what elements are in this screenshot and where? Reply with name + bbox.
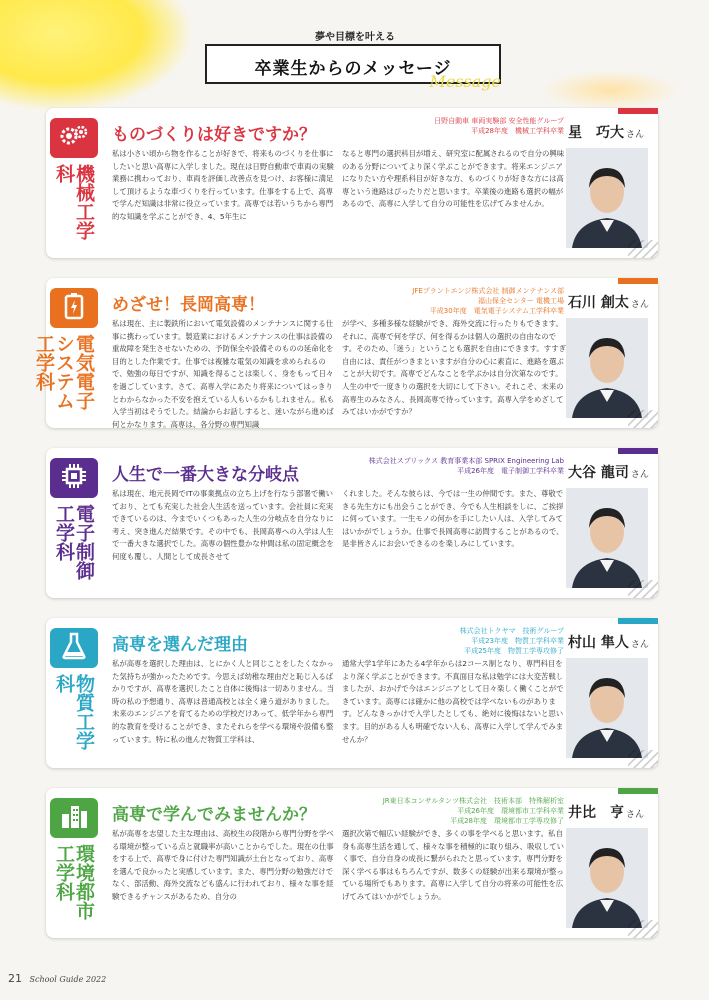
affiliation-line: JFEプラントエンジ株式会社 制御メンテナンス部 bbox=[412, 287, 564, 295]
affiliation-line: 日野自動車 車両実験部 安全性能グループ bbox=[434, 117, 564, 125]
page-number: 21 bbox=[8, 972, 22, 985]
affiliation-line: 福山保全センター 電機工場 bbox=[478, 297, 564, 305]
alumni-name bbox=[568, 122, 654, 142]
department-sidebar bbox=[46, 788, 102, 938]
message-text-column-1: 私は現在、主に製鉄所において電気設備のメンテナンスに関する仕事に携わっています。製造業におけるメンテナンスの仕事は設備の重故障を発生させないための、予防保全や設備そのものの延命化を目的とした作業です。仕事では複雑な電気の知識を求められるので、勉強の毎日ですが、知識を得ることは楽しく、身をもって日々を過ごしています。さて、高専入学にあたり将来についてはっきりとわからなかった不安を抱えている人もいるかもしれません。私も入学当初はそうでした。結論からお話しすると、迷いながら進めば何とかなります。高専は、各分野の専門知識 bbox=[112, 319, 335, 429]
department-icon-box bbox=[50, 628, 98, 668]
name-text: 石川 創太 bbox=[568, 295, 629, 311]
color-stripe bbox=[618, 278, 658, 284]
honorific: さん bbox=[626, 810, 645, 820]
affiliation-line: 平成28年度 環境都市工学専攻修了 bbox=[450, 817, 564, 825]
color-stripe bbox=[618, 618, 658, 624]
section-header bbox=[205, 28, 505, 90]
affiliation-line: 平成26年度 環境都市工学科卒業 bbox=[457, 807, 564, 815]
message-text-column-1: 私が高専を選択した理由は、とにかく人と同じことをしたくなかった気持ちが強かったためです。今思えば幼稚な理由だと恥じ入るばかりですが、高専を選択したこと自体に後悔は一切ありません。当時の私の予想通り、高専は普通高校とは全く違う道がありました。未来のエンジニアを育てるための学校だけあって、低学年から専門的な教育を受けることができ、またそれらを学べる環境や設備も整っています。特に私の進んだ物質工学科は、 bbox=[112, 659, 335, 744]
department-name: 物質工学科 bbox=[53, 674, 95, 750]
affiliation bbox=[364, 626, 564, 656]
affiliation bbox=[364, 286, 564, 316]
department-sidebar bbox=[46, 448, 102, 598]
department-name: 電子制御工学科 bbox=[53, 504, 95, 580]
chip-icon bbox=[60, 462, 88, 495]
alumni-card bbox=[46, 448, 658, 598]
affiliation-line: JR東日本コンサルタンツ株式会社 技術本部 特殊解析室 bbox=[382, 797, 564, 805]
alumni-name bbox=[568, 802, 654, 822]
affiliation-line: 株式会社トクヤマ 技術グループ bbox=[459, 627, 564, 635]
honorific: さん bbox=[630, 470, 649, 480]
affiliation-line: 平成23年度 物質工学科卒業 bbox=[471, 637, 564, 645]
color-stripe bbox=[618, 788, 658, 794]
affiliation-line: 平成28年度 機械工学科卒業 bbox=[471, 127, 564, 135]
message-text-column-2: 通常大学1学年にあたる4学年からは2コース制となり、専門科目をより深く学ぶことができます。不真面目な私は勉学には大変苦戦しましたが、おかげで今はエンジニアとして日々楽しく働くことができています。高専には確かに他の高校では学べないものがあります。どんなきっかけで入学したとしても、絶対に後悔はないと思います。目的がある人も明確でない人も、高専に入学して学んでみませんか？ bbox=[342, 659, 564, 744]
affiliation bbox=[364, 116, 564, 136]
name-text: 星 巧大 bbox=[568, 125, 624, 141]
department-icon-box bbox=[50, 798, 98, 838]
guide-title: School Guide 2022 bbox=[29, 975, 107, 984]
alumni-card bbox=[46, 108, 658, 258]
alumni-photo bbox=[566, 148, 648, 248]
affiliation-line: 平成25年度 物質工学専攻修了 bbox=[464, 647, 564, 655]
decorative-stripes bbox=[628, 410, 658, 428]
gears-icon bbox=[59, 123, 89, 154]
yellow-paint-splash bbox=[0, 0, 190, 110]
affiliation bbox=[364, 456, 564, 476]
message-text-column-2: が学べ、多種多様な経験ができ、海外交流に行ったりもできます。それに、高専で何を学び、何を得るかは個人の選択の自由なのです。そのため、「迷う」ということも選択を自由にできます。すすぎ自由には、責任がつきまといますが自分の心に素直に、進路を選ぶことが大切です。高専でどんなことを学ぶかは自分次第なのです。人生の中で一度きりの選択を大切にして下さい。それこそ、未来の高専生のみなさん、長岡高専で待っています。高専入学をめざしてみてはいかがですか？ bbox=[342, 319, 567, 417]
message-text-column-1: 私は小さい頃から物を作ることが好きで、将来ものづくりを仕事にしたいと思い高専に入学しました。現在は日野自動車で車両の実験業務に携わっており、車両を評価し改善点を見つけ、お客様に満足して頂けるような車づくりを行っています。仕事をする上で、高専で学んだ知識は非常に役立っています。高専では若いうちから専門的な知識を学ぶことができ、4、5年生に bbox=[112, 149, 334, 221]
alumni-photo bbox=[566, 658, 648, 758]
affiliation-line: 平成30年度 電気電子システム工学科卒業 bbox=[429, 307, 564, 315]
message-text-column-2: くれました。そんな彼らは、今では一生の仲間です。また、尊敬できる先生方にも出会うことができ、今でも人生相談をしに、ご挨拶に伺っています。一生モノの何かを手にしたい人は、入学してみてはいかがでしょうか。仕事で長岡高専に訪問することがあるので、是非皆さんにお会いできるのを楽しみにしています。 bbox=[342, 489, 564, 549]
message-text-column-2: 選択次第で幅広い経験ができ、多くの事を学べると思います。私自身も高専生活を通して、様々な事を積極的に取り組み、吸収していく事で、自分自身の成長に繋がられたと思っています。専門分野を深く学べる事はもちろんですが、数多くの経験が出来る環境が整っている場所でもあります。高専に入学して自分の将来の可能性を広げてみてはいかがでしょうか。 bbox=[342, 829, 565, 901]
paint-accent bbox=[540, 70, 680, 110]
message-text-column-1: 私が高専を志望した主な理由は、高校生の段階から専門分野を学べる環境が整っている点と就職率が高いことからでした。現在の仕事をする上で、高専で身に付けた専門知識が土台となっており、高専を選んで良かったと実感しています。また、専門分野の勉強だけでなく、部活動、海外交流なども盛んに行われており、様々な事を経験できるチャンスがあるため、自分の bbox=[112, 829, 334, 901]
department-name: 環境都市工学科 bbox=[53, 844, 95, 920]
buildings-icon bbox=[59, 802, 89, 835]
message-text-column-1: 私は現在、地元長岡でITの事業拠点の立ち上げを行なう部署で働いており、とても充実した社会人生活を送っています。会社員に充実できているのは、今までいくつもあった人生の分岐点を自分なりに考え、突き進んだ結果です。その中でも、長岡高専への入学は人生で一番大きな選択でした。高専の個性豊かな仲間は私の固定概念を何度も覆し、人間として成長させて bbox=[112, 489, 334, 561]
department-sidebar bbox=[33, 278, 102, 428]
name-text: 大谷 龍司 bbox=[568, 465, 629, 481]
alumni-name bbox=[568, 462, 654, 482]
alumni-photo bbox=[566, 488, 648, 588]
color-stripe bbox=[618, 448, 658, 454]
department-icon-box bbox=[50, 118, 98, 158]
page-title: 卒業生からのメッセージ bbox=[254, 59, 452, 79]
flask-icon bbox=[61, 632, 87, 665]
header-kicker: 夢や目標を叶える bbox=[315, 32, 395, 43]
department-name: 電気電子システム工学科 bbox=[33, 334, 95, 410]
message-heading: めざせ！長岡高専！ bbox=[112, 295, 265, 315]
message-heading: 高専で学んでみませんか？ bbox=[112, 805, 316, 825]
message-heading: 高専を選んだ理由 bbox=[112, 635, 248, 655]
alumni-card bbox=[46, 788, 658, 938]
alumni-photo bbox=[566, 828, 648, 928]
alumni-photo bbox=[566, 318, 648, 418]
alumni-card bbox=[33, 278, 658, 429]
message-heading: 人生で一番大きな分岐点 bbox=[112, 465, 299, 485]
affiliation bbox=[364, 796, 564, 826]
message-heading: ものづくりは好きですか？ bbox=[112, 125, 316, 145]
affiliation-line: 株式会社スプリックス 教育事業本部 SPRIX Engineering Lab bbox=[368, 457, 564, 465]
name-text: 井比 亨 bbox=[568, 805, 624, 821]
decorative-stripes bbox=[628, 750, 658, 768]
decorative-stripes bbox=[628, 580, 658, 598]
name-text: 村山 隼人 bbox=[568, 635, 629, 651]
battery-icon bbox=[63, 292, 85, 325]
affiliation-line: 平成26年度 電子制御工学科卒業 bbox=[457, 467, 564, 475]
decorative-stripes bbox=[628, 240, 658, 258]
department-icon-box bbox=[50, 458, 98, 498]
department-sidebar bbox=[46, 618, 102, 768]
color-stripe bbox=[618, 108, 658, 114]
page-footer bbox=[8, 972, 106, 985]
department-icon-box bbox=[50, 288, 98, 328]
alumni-card bbox=[46, 618, 658, 768]
alumni-name bbox=[568, 292, 654, 312]
department-sidebar bbox=[46, 108, 102, 258]
alumni-name bbox=[568, 632, 654, 652]
department-name: 機械工学科 bbox=[53, 164, 95, 240]
decorative-stripes bbox=[628, 920, 658, 938]
honorific: さん bbox=[630, 640, 649, 650]
header-script-text: Message bbox=[429, 72, 501, 91]
honorific: さん bbox=[626, 130, 645, 140]
honorific: さん bbox=[630, 300, 649, 310]
message-text-column-2: なると専門の選択科目が増え、研究室に配属されるので自分の興味のある分野についてより深く学ぶことができます。将来エンジニアになりたい方や理系科目が好きな方、ものづくりが好きな方には高専という進路はぴったりだと思います。卒業後の進路も選択の幅があるので、高専に入学して自分の可能性を広げてみませんか。 bbox=[342, 149, 565, 209]
